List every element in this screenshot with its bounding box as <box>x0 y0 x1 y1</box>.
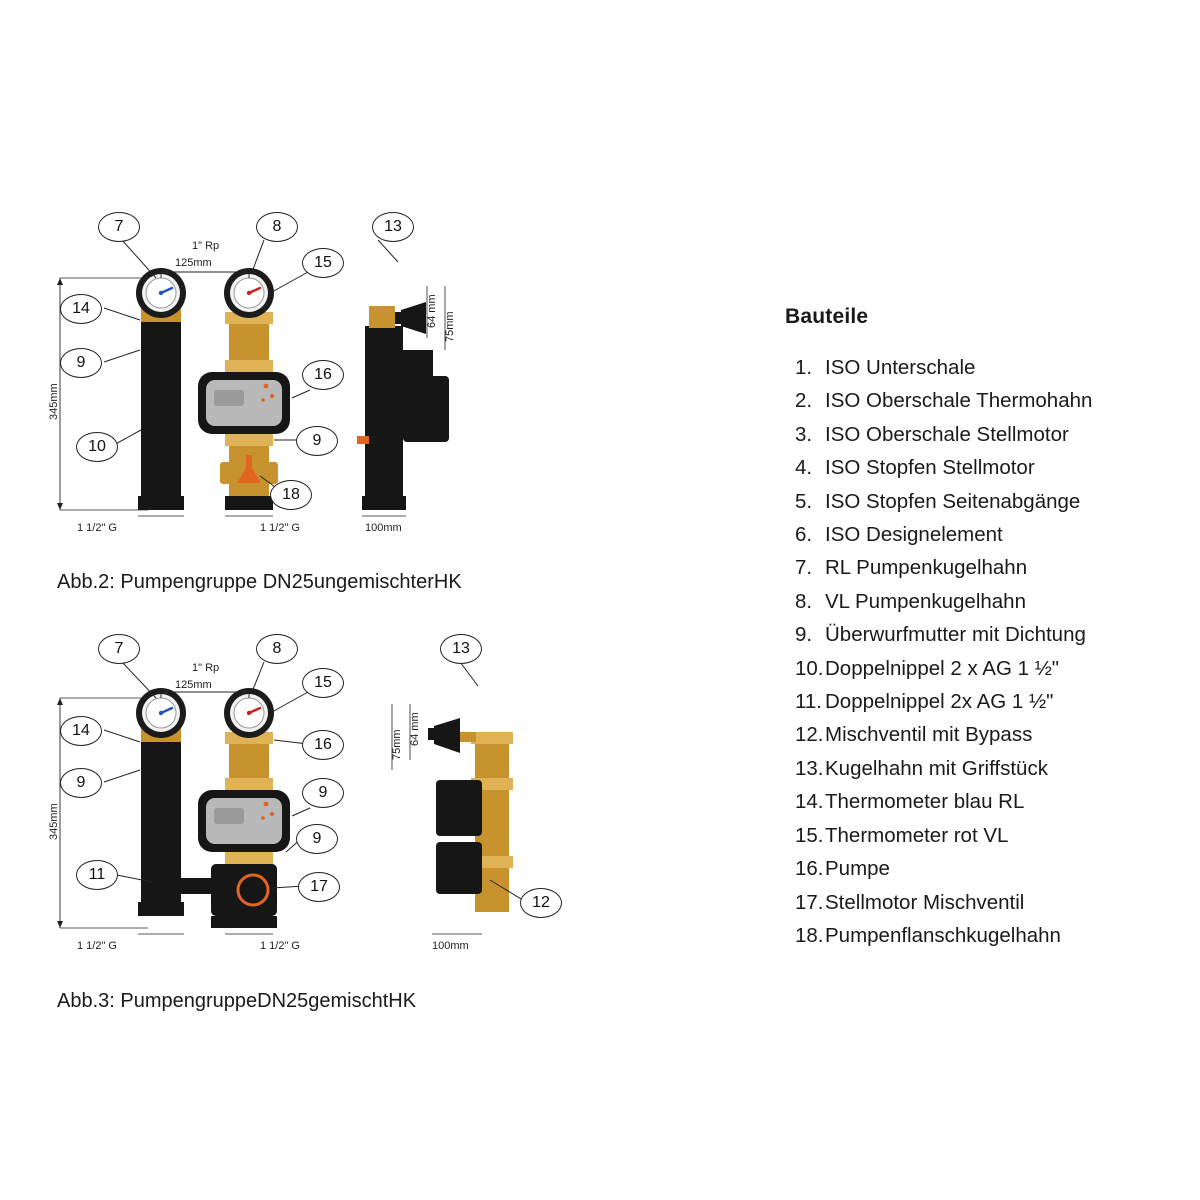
callout-13[interactable]: 13 <box>440 634 482 664</box>
figure2-caption: Abb.2: Pumpengruppe DN25ungemischterHK <box>57 571 462 593</box>
callout-15[interactable]: 15 <box>302 668 344 698</box>
part-label: Pumpenflanschkugelhahn <box>825 923 1061 947</box>
figure-pumpengruppe-gemischt <box>20 620 550 975</box>
parts-list-title: Bauteile <box>785 305 869 328</box>
callout-8[interactable]: 8 <box>256 212 298 242</box>
part-label: Stellmotor Mischventil <box>825 890 1025 914</box>
part-number: 3. <box>795 422 813 446</box>
callout-17[interactable]: 17 <box>298 872 340 902</box>
list-item <box>795 451 1195 484</box>
dim-side-a: 64 mm <box>409 712 421 746</box>
dim-thread-bottom-right: 1 1/2" G <box>260 940 300 952</box>
callout-8[interactable]: 8 <box>256 634 298 664</box>
part-label: Überwurfmutter mit Dichtung <box>825 623 1086 647</box>
part-number: 4. <box>795 456 813 480</box>
callout-18[interactable]: 18 <box>270 480 312 510</box>
figure3-leader-lines <box>20 620 540 975</box>
part-label: Kugelhahn mit Griffstück <box>825 756 1048 780</box>
dim-thread-bottom-left: 1 1/2" G <box>77 940 117 952</box>
part-label: ISO Designelement <box>825 523 1003 547</box>
list-item <box>795 351 1195 384</box>
list-item <box>795 652 1195 685</box>
list-item <box>795 919 1195 952</box>
part-number: 7. <box>795 556 813 580</box>
list-item <box>795 551 1195 584</box>
part-label: ISO Stopfen Stellmotor <box>825 456 1035 480</box>
part-number: 10. <box>795 656 824 680</box>
list-item <box>795 819 1195 852</box>
callout-11[interactable]: 11 <box>76 860 118 890</box>
callout-7[interactable]: 7 <box>98 634 140 664</box>
callout-9b[interactable]: 16 <box>302 730 344 760</box>
part-number: 11. <box>795 690 822 714</box>
callout-9b[interactable]: 9 <box>296 426 338 456</box>
part-number: 15. <box>795 823 824 847</box>
parts-list-panel <box>785 305 1195 952</box>
list-item <box>795 618 1195 651</box>
part-label: Doppelnippel 2 x AG 1 ½" <box>825 656 1060 680</box>
part-label: Pumpe <box>825 857 890 881</box>
part-number: 18. <box>795 923 824 947</box>
part-number: 9. <box>795 623 813 647</box>
callout-13[interactable]: 13 <box>372 212 414 242</box>
dim-side-b: 75mm <box>391 729 403 760</box>
part-label: Thermometer blau RL <box>825 790 1025 814</box>
list-item <box>795 418 1195 451</box>
callout-14[interactable]: 14 <box>60 294 102 324</box>
part-number: 13. <box>795 756 824 780</box>
list-item <box>795 752 1195 785</box>
list-item <box>795 585 1195 618</box>
list-item <box>795 886 1195 919</box>
list-item <box>795 718 1195 751</box>
dim-thread-bottom-left: 1 1/2" G <box>77 522 117 534</box>
part-number: 14. <box>795 790 824 814</box>
dim-depth-right: 100mm <box>432 940 469 952</box>
dim-width-top: 125mm <box>175 679 212 691</box>
list-item <box>795 518 1195 551</box>
callout-16[interactable]: 9 <box>302 778 344 808</box>
dim-side-b: 75mm <box>444 311 456 342</box>
callout-9a[interactable]: 9 <box>60 768 102 798</box>
part-number: 2. <box>795 389 813 413</box>
part-number: 16. <box>795 857 824 881</box>
figure-pumpengruppe-ungemischt <box>20 200 540 560</box>
part-number: 5. <box>795 489 813 513</box>
dim-depth-right: 100mm <box>365 522 402 534</box>
list-item <box>795 485 1195 518</box>
dim-height-left: 345mm <box>48 803 60 840</box>
part-label: ISO Unterschale <box>825 356 976 379</box>
dim-thread-top: 1" Rp <box>192 662 220 674</box>
part-number: 8. <box>795 589 813 613</box>
part-label: ISO Oberschale Stellmotor <box>825 422 1069 446</box>
dim-thread-bottom-right: 1 1/2" G <box>260 522 300 534</box>
list-item <box>795 384 1195 417</box>
figure3-caption: Abb.3: PumpengruppeDN25gemischtHK <box>57 990 417 1012</box>
dim-width-top: 125mm <box>175 257 212 269</box>
part-label: Thermometer rot VL <box>825 823 1009 847</box>
dim-height-left: 345mm <box>48 383 60 420</box>
part-label: Doppelnippel 2x AG 1 ½" <box>825 690 1054 714</box>
list-item <box>795 785 1195 818</box>
part-number: 17. <box>795 890 824 914</box>
callout-9a[interactable]: 9 <box>60 348 102 378</box>
callout-12[interactable]: 12 <box>520 888 562 918</box>
callout-9c[interactable]: 9 <box>296 824 338 854</box>
part-label: ISO Stopfen Seitenabgänge <box>825 489 1081 513</box>
part-label: ISO Oberschale Thermohahn <box>825 389 1093 413</box>
callout-7[interactable]: 7 <box>98 212 140 242</box>
part-number: 6. <box>795 523 813 547</box>
callout-14[interactable]: 14 <box>60 716 102 746</box>
part-label: Mischventil mit Bypass <box>825 723 1033 747</box>
part-number: 12. <box>795 723 824 747</box>
part-label: RL Pumpenkugelhahn <box>825 556 1028 580</box>
part-label: VL Pumpenkugelhahn <box>825 589 1026 613</box>
callout-15[interactable]: 15 <box>302 248 344 278</box>
callout-16[interactable]: 16 <box>302 360 344 390</box>
parts-list <box>785 351 1195 952</box>
list-item <box>795 852 1195 885</box>
list-item <box>795 685 1195 718</box>
part-number: 1. <box>795 356 813 379</box>
callout-10[interactable]: 10 <box>76 432 118 462</box>
dim-thread-top: 1" Rp <box>192 240 220 252</box>
dim-side-a: 64 mm <box>426 294 438 328</box>
